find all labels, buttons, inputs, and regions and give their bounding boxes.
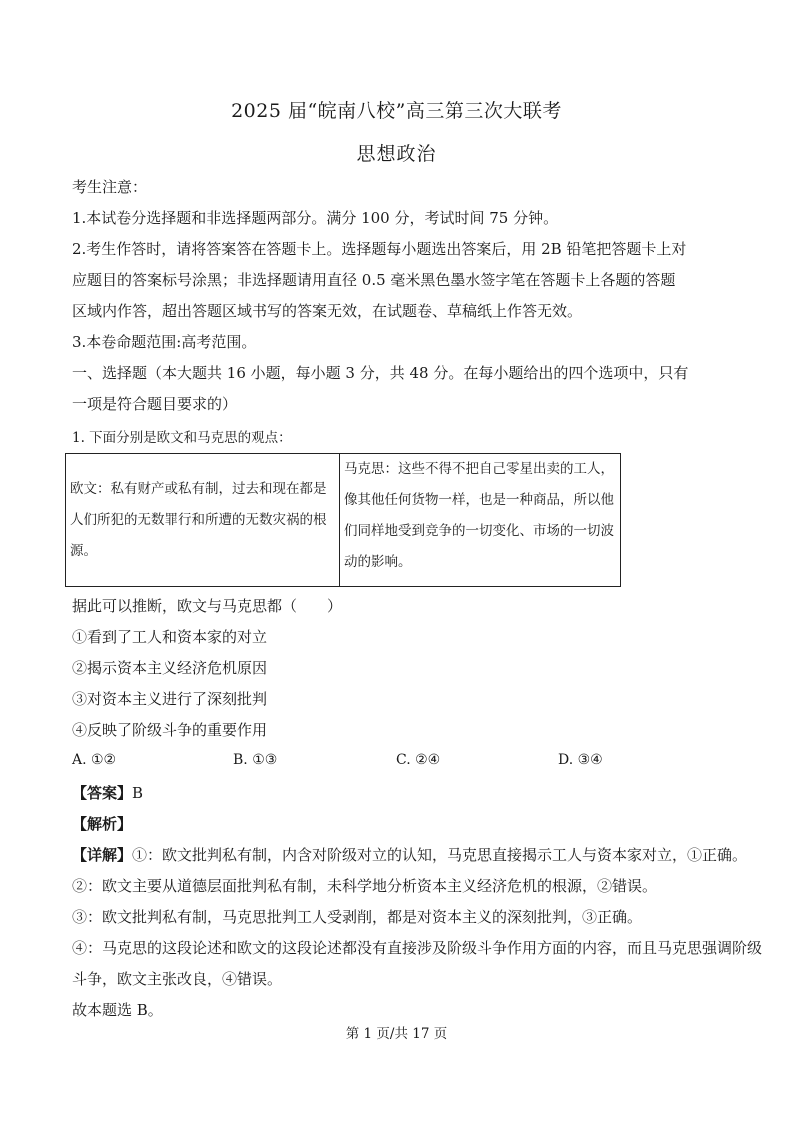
detail-label: 【详解】 — [72, 846, 133, 864]
detail-line-1 — [72, 845, 748, 865]
option-a: A. ①② — [72, 752, 117, 768]
detail-text-1: ①：欧文批判私有制，内含对阶级对立的认知，马克思直接揭示工人与资本家对立，①正确。 — [132, 846, 748, 864]
question-prompt: 据此可以推断，欧文与马克思都（ ） — [72, 597, 343, 615]
detail-line-3: ③：欧文批判私有制，马克思批判工人受剥削，都是对资本主义的深刻批判，③正确。 — [72, 908, 643, 926]
notice-heading: 考生注意： — [72, 178, 148, 196]
option-c: C. ②④ — [396, 752, 441, 768]
option-b: B. ①③ — [233, 752, 278, 768]
exam-title: 2025 届“皖南八校”高三第三次大联考 — [231, 100, 562, 122]
question-stem: 1. 下面分别是欧文和马克思的观点： — [72, 430, 292, 446]
notice-item-2-line-3: 区域内作答，超出答题区域书写的答案无效，在试题卷、草稿纸上作答无效。 — [72, 302, 583, 320]
statement-4: ④反映了阶级斗争的重要作用 — [72, 721, 268, 739]
section-heading-line-2: 一项是符合题目要求的） — [72, 395, 238, 413]
detail-line-2: ②：欧文主要从道德层面批判私有制，未科学地分析资本主义经济危机的根源，②错误。 — [72, 877, 658, 895]
option-d: D. ③④ — [558, 752, 603, 768]
notice-item-3: 3.本卷命题范围:高考范围。 — [72, 333, 257, 351]
answer-value: B — [132, 784, 144, 802]
statement-1: ①看到了工人和资本家的对立 — [72, 628, 268, 646]
detail-line-4: ④：马克思的这段论述和欧文的这段论述都没有直接涉及阶级斗争作用方面的内容，而且马克思强调阶级 — [72, 939, 763, 957]
notice-item-1: 1.本试卷分选择题和非选择题两部分。满分 100 分，考试时间 75 分钟。 — [72, 209, 559, 227]
answer-row — [72, 783, 732, 803]
marx-quote: 马克思：这些不得不把自己零星出卖的工人，像其他任何货物一样，也是一种商品，所以他们同样地受到竞争的一切变化、市场的一切波动的影响。 — [340, 454, 621, 587]
section-heading-line-1: 一、选择题（本大题共 16 小题，每小题 3 分，共 48 分。在每小题给出的四个选项中，只有 — [72, 364, 689, 382]
notice-item-2-line-1: 2.考生作答时，请将答案答在答题卡上。选择题每小题选出答案后，用 2B 铅笔把答题卡上对 — [72, 240, 687, 258]
answer-label: 【答案】 — [72, 784, 133, 802]
statement-2: ②揭示资本主义经济危机原因 — [72, 659, 268, 677]
page-number: 第 1 页/共 17 页 — [345, 1026, 448, 1042]
owen-quote: 欧文：私有财产或私有制，过去和现在都是人们所犯的无数罪行和所遭的无数灾祸的根源。 — [66, 454, 340, 587]
detail-line-5: 斗争，欧文主张改良，④错误。 — [72, 970, 283, 988]
statement-3: ③对资本主义进行了深刻批判 — [72, 690, 268, 708]
notice-item-2-line-2: 应题目的答案标号涂黑；非选择题请用直径 0.5 毫米黑色墨水签字笔在答题卡上各题的答题 — [72, 271, 676, 289]
subject-title: 思想政治 — [356, 143, 437, 165]
quote-table — [65, 453, 621, 587]
conclusion: 故本题选 B。 — [72, 1001, 163, 1019]
analysis-label: 【解析】 — [72, 815, 133, 833]
